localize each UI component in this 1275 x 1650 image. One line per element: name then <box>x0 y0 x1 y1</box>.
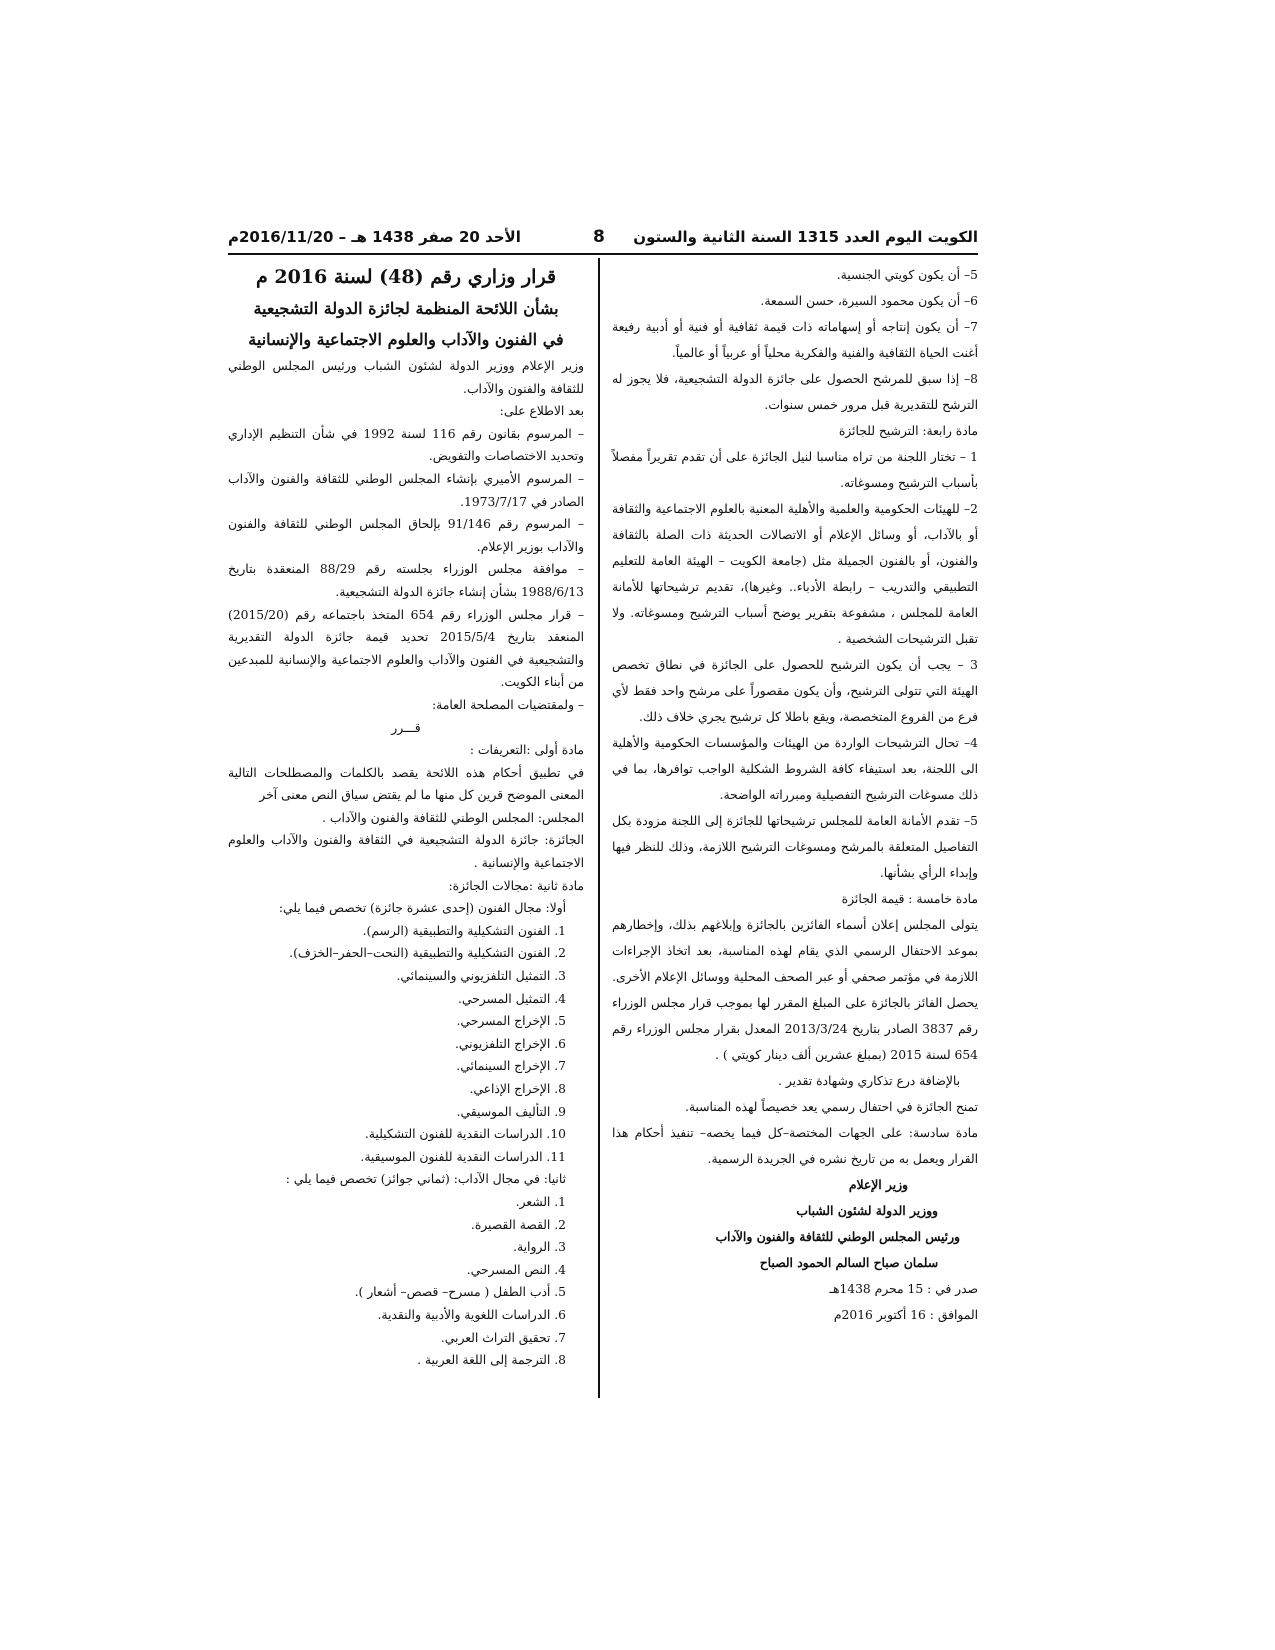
article-1-title: مادة أولى :التعريفات : <box>469 743 584 758</box>
signature-name: سلمان صباح السالم الحمود الصباح <box>759 1255 938 1270</box>
article-4-title: مادة رابعة: الترشيح للجائزة <box>838 424 978 438</box>
reference-1: – المرسوم بقانون رقم 116 لسنة 1992 في شأن التنظيم الإداري وتحديد الاختصاصات والتفويض. <box>228 426 585 464</box>
article-5-title: مادة خامسة : قيمة الجائزة <box>841 892 978 906</box>
signature-title-2: ووزير الدولة لشئون الشباب <box>796 1203 938 1218</box>
decree-subtitle-2: في الفنون والآداب والعلوم الاجتماعية والإنسانية <box>248 330 564 349</box>
issue-date-hijri: صدر في : 15 محرم 1438هـ <box>829 1282 978 1296</box>
arts-item: 2. الفنون التشكيلية والتطبيقية (النحت–الحفر–الخزف). <box>289 946 566 961</box>
signature-title-1: وزير الإعلام <box>848 1177 908 1192</box>
arts-item: 5. الإخراج المسرحي. <box>456 1014 566 1029</box>
ceremony-line: تمنح الجائزة في احتفال رسمي يعد خصيصاً لهذه المناسبة. <box>684 1100 978 1114</box>
page-header <box>228 228 978 250</box>
prize-amount-paragraph: يحصل الفائز بالجائزة على المبلغ المقرر لها بموجب قرار مجلس الوزراء رقم 3837 الصادر بتاريخ 2013/3/24 المعدل بقرار مجلس الوزراء رقم 654 لسنة 2015 (بمبلغ عشرين ألف دينار كويتي ) . <box>612 996 978 1062</box>
decree-title: قرار وزاري رقم (48) لسنة 2016 م <box>255 266 557 288</box>
definition-council: المجلس: المجلس الوطني للثقافة والفنون والآداب . <box>322 810 584 825</box>
arts-item: 3. التمثيل التلفزيوني والسينمائي. <box>396 969 566 984</box>
nomination-1: 1 – تختار اللجنة من تراه مناسبا لنيل الجائزة على أن تقدم تقريراً مفصلاً بأسباب الترشيح ومسوغاته. <box>612 450 978 490</box>
issue-date: الأحد 20 صفر 1438 هـ – 2016/11/20م <box>228 228 521 246</box>
shield-certificate: بالإضافة درع تذكاري وشهادة تقدير . <box>778 1074 960 1088</box>
arts-item: 10. الدراسات النقدية للفنون التشكيلية. <box>364 1127 566 1142</box>
article-2-title: مادة ثانية :مجالات الجائزة: <box>448 878 584 893</box>
column-divider <box>598 258 600 1398</box>
page-number: 8 <box>593 227 605 247</box>
after-review: بعد الاطلاع على: <box>499 404 584 419</box>
reference-4: – موافقة مجلس الوزراء بجلسته رقم 88/29 المنعقدة بتاريخ 1988/6/13 بشأن إنشاء جائزة الدولة التشجيعية. <box>228 562 585 599</box>
arts-item: 8. الإخراج الإذاعي. <box>469 1082 566 1096</box>
decided-heading: قـــرر <box>391 720 421 735</box>
reference-3: – المرسوم رقم 91/146 بإلحاق المجلس الوطني للثقافة والفنون والآداب بوزير الإعلام. <box>228 517 584 554</box>
announcement-paragraph: يتولى المجلس إعلان أسماء الفائزين بالجائزة وإبلاغهم بذلك، وإخطارهم بموعد الاحتفال الرسمي الذي يقام لهذه المناسبة، بعد اتخاذ الإجراءات اللازمة في مؤتمر صحفي أو عبر الصحف المحلية ووسائل الإعلام الأخرى. <box>612 918 978 984</box>
letters-item: 2. القصة القصيرة. <box>470 1217 566 1232</box>
nomination-4: 4– تحال الترشيحات الواردة من الهيئات والمؤسسات الحكومية والأهلية الى اللجنة، بعد استيفاء كافة الشروط الشكلية الواجب توافرها، بما في ذلك مسوغات الترشيح التفصيلية ومبرراته الواضحة. <box>612 736 978 802</box>
condition-7: 7– أن يكون إنتاجه أو إسهاماته ذات قيمة ثقافية أو فنية أو أدبية رفيعة أغنت الحياة الثقافية والفنية والفكرية محلياً أو عربياً أو عالمياً. <box>612 320 978 360</box>
letters-item: 7. تحقيق التراث العربي. <box>440 1330 566 1345</box>
preamble: وزير الإعلام ووزير الدولة لشئون الشباب ورئيس المجلس الوطني للثقافة والفنون والآداب. <box>228 359 584 396</box>
nomination-3: 3 – يجب أن يكون الترشيح للحصول على الجائزة في نطاق تخصص الهيئة التي تتولى الترشيح، وأن يكون مقصوراً على مرشح واحد فقط لأي فرع من الفروع المتخصصة، ويقع باطلا كل ترشيح يجري خلاف ذلك. <box>612 658 978 724</box>
condition-8: 8– إذا سبق للمرشح الحصول على جائزة الدولة التشجيعية، فلا يجوز له الترشح للتقديرية قبل مرور خمس سنوات. <box>612 372 978 412</box>
letters-item: 4. النص المسرحي. <box>466 1262 566 1277</box>
letters-item: 5. أدب الطفل ( مسرح– قصص– أشعار ). <box>354 1285 566 1300</box>
decree-subtitle-1: بشأن اللائحة المنظمة لجائزة الدولة التشجيعية <box>253 299 559 318</box>
letters-item: 8. الترجمة إلى اللغة العربية . <box>417 1353 566 1368</box>
condition-5: 5– أن يكون كويتي الجنسية. <box>836 268 978 282</box>
arts-item: 6. الإخراج التلفزيوني. <box>454 1036 566 1051</box>
arts-item: 1. الفنون التشكيلية والتطبيقية (الرسم). <box>362 923 566 938</box>
nomination-5: 5– تقدم الأمانة العامة للمجلس ترشيحاتها للجائزة إلى اللجنة مزودة بكل التفاصيل المتعلقة بالمرشح ومسوغات الترشيح اللازمة، وذلك للنظر فيها وإبداء الرأي بشأنها. <box>612 814 978 880</box>
letters-item: 1. الشعر. <box>515 1194 566 1209</box>
arts-item: 4. التمثيل المسرحي. <box>457 991 566 1006</box>
signature-title-3: ورئيس المجلس الوطني للثقافة والفنون والآداب <box>715 1229 960 1244</box>
definition-award: الجائزة: جائزة الدولة التشجيعية في الثقافة والفنون والآداب والعلوم الاجتماعية والإنسانية . <box>228 833 584 871</box>
reference-2: – المرسوم الأميري بإنشاء المجلس الوطني للثقافة والفنون والآداب الصادر في 1973/7/17. <box>228 471 584 509</box>
reference-5: – قرار مجلس الوزراء رقم 654 المتخذ باجتماعه رقم (2015/20) المنعقد بتاريخ 2015/5/4 تحديد قيمة جائزة الدولة التقديرية والتشجيعية في الفنون والآداب والعلوم الاجتماعية والإنسانية للمبدعين من أبناء الكويت. <box>228 607 585 690</box>
arts-item: 9. التأليف الموسيقي. <box>456 1104 566 1119</box>
letters-item: 3. الرواية. <box>513 1240 566 1255</box>
letters-item: 6. الدراسات اللغوية والأدبية والنقدية. <box>377 1307 566 1322</box>
right-column <box>612 262 978 1328</box>
arts-item: 7. الإخراج السينمائي. <box>456 1059 566 1074</box>
arts-field-title: أولا: مجال الفنون (إحدى عشرة جائزة) تخصص فيما يلي: <box>278 901 566 916</box>
article-1-text: في تطبيق أحكام هذه اللائحة يقصد بالكلمات والمصطلحات التالية المعنى الموضح قرين كل منها ما لم يقتض سياق النص معنى آخر <box>228 765 584 803</box>
reference-6: – ولمقتضيات المصلحة العامة: <box>432 697 584 712</box>
issue-date-gregorian: الموافق : 16 أكتوبر 2016م <box>833 1308 978 1322</box>
letters-field-title: ثانيا: في مجال الآداب: (ثماني جوائز) تخصص فيما يلي : <box>285 1172 566 1187</box>
article-6: مادة سادسة: على الجهات المختصة–كل فيما يخصه– تنفيذ أحكام هذا القرار ويعمل به من تاريخ نشره في الجريدة الرسمية. <box>612 1126 978 1166</box>
condition-6: 6– أن يكون محمود السيرة، حسن السمعة. <box>760 294 978 308</box>
nomination-2: 2– للهيئات الحكومية والعلمية والأهلية المعنية بالعلوم الاجتماعية والثقافة أو بالآداب، أو وسائل الإعلام أو الاتصالات الحديثة ذات الصلة بالثقافة والفنون، أو بالفنون الجميلة مثل (جامعة الكويت – الهيئة العامة للتعليم التطبيقي والتدريب – رابطة الأدباء.. وغيرها)، تقديم ترشيحاتها للأمانة العامة للمجلس ، مشفوعة بتقرير يوضح أسباب الترشيح ومسوغاته. ولا تقبل الترشيحات الشخصية . <box>612 502 978 646</box>
arts-item: 11. الدراسات النقدية للفنون الموسيقية. <box>360 1149 566 1164</box>
header-rule <box>228 253 978 255</box>
left-column <box>228 262 584 1372</box>
publication-info: الكويت اليوم العدد 1315 السنة الثانية والستون <box>633 228 978 246</box>
